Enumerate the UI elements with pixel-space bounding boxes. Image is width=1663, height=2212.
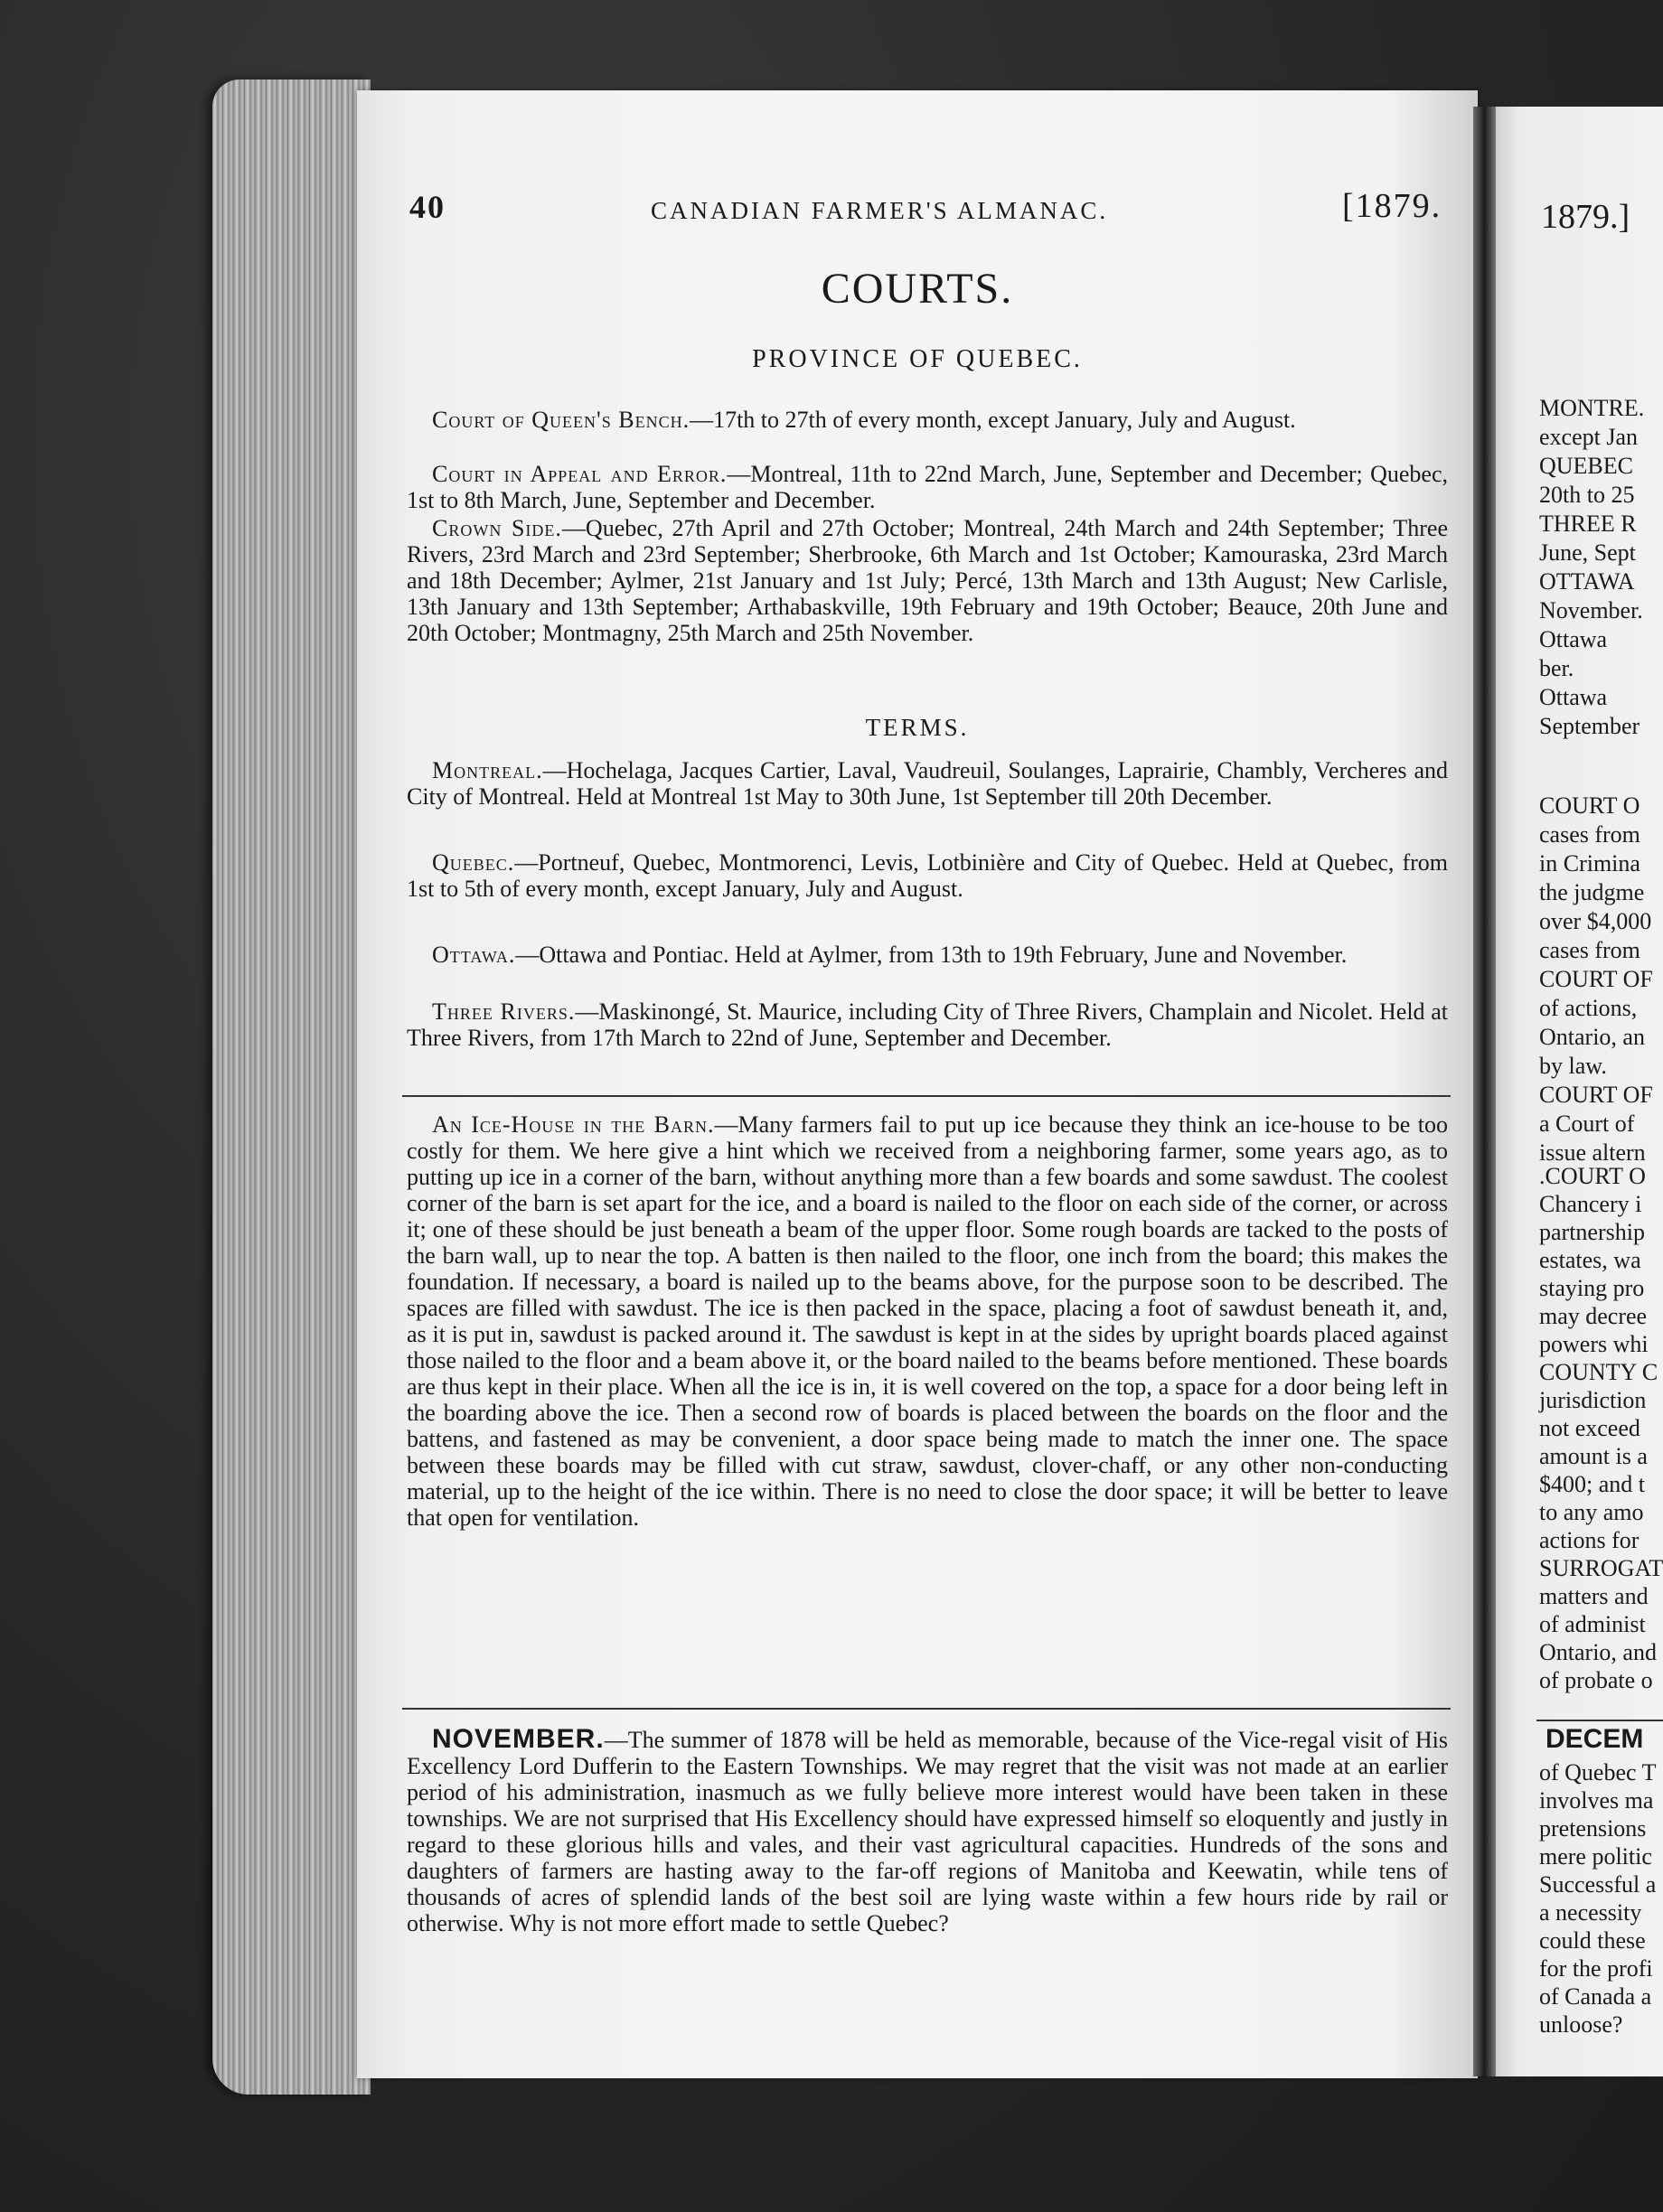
term-name: Three Rivers. <box>432 998 576 1025</box>
section-title-courts: COURTS. <box>821 265 1014 313</box>
right-page-line: partnership <box>1539 1219 1645 1245</box>
right-page-line: September <box>1539 713 1640 739</box>
right-page-line: matters and <box>1539 1583 1649 1609</box>
right-page-line: by law. <box>1539 1053 1607 1079</box>
right-page-line: MONTRE. <box>1539 395 1645 421</box>
book-gutter <box>1473 107 1496 2076</box>
december-line: mere politic <box>1539 1843 1652 1870</box>
right-page-line: to any amo <box>1539 1499 1644 1525</box>
term-name: Quebec. <box>432 849 515 876</box>
december-line: could these <box>1539 1927 1646 1954</box>
right-page-line: COUNTY C <box>1539 1359 1658 1385</box>
section-title-terms: TERMS. <box>865 714 970 741</box>
term-entry <box>407 998 1448 1051</box>
court-entry <box>407 407 1448 433</box>
right-page-line: a Court of <box>1539 1111 1635 1137</box>
december-line: for the profi <box>1539 1955 1653 1982</box>
right-page-line: SURROGAT <box>1539 1555 1663 1581</box>
right-page-line: Ottawa <box>1539 626 1608 652</box>
right-page-line: jurisdiction <box>1539 1387 1647 1413</box>
term-text: —Hochelaga, Jacques Cartier, Laval, Vaudreuil, Soulanges, Laprairie, Chambly, Vercheres and City of Montreal. Held at Montreal 1st May to 30th June, 1st September till 20th December. <box>407 757 1448 810</box>
ice-house-lead: An Ice-House in the Barn. <box>432 1111 715 1138</box>
december-line: pretensions <box>1539 1815 1647 1842</box>
right-page-line: of actions, <box>1539 995 1638 1021</box>
december-line: Successful a <box>1539 1871 1657 1898</box>
term-text: —Ottawa and Pontiac. Held at Aylmer, from 13th to 19th February, June and November. <box>515 942 1348 968</box>
section-subtitle-province: PROVINCE OF QUEBEC. <box>752 345 1083 373</box>
term-entry <box>407 849 1448 902</box>
december-line: of Canada a <box>1539 1983 1652 2010</box>
december-line: a necessity <box>1539 1899 1642 1926</box>
term-text: —Maskinongé, St. Maurice, including City of Three Rivers, Champlain and Nicolet. Held at Three Rivers, from 17th March to 22nd of June, September and December. <box>407 998 1448 1051</box>
december-line: of Quebec T <box>1539 1759 1657 1786</box>
running-year: [1879. <box>1342 187 1442 225</box>
right-page-line: may decree <box>1539 1303 1648 1329</box>
court-entry <box>407 515 1448 646</box>
term-entry <box>407 757 1448 810</box>
right-page-partial <box>1496 107 1663 2076</box>
court-entry <box>407 461 1448 513</box>
right-page-line: November. <box>1539 597 1643 623</box>
december-line: unloose? <box>1539 2011 1623 2038</box>
right-page-line: June, Sept <box>1539 539 1636 566</box>
section-divider <box>402 1708 1451 1710</box>
right-page-line: Ottawa <box>1539 684 1608 710</box>
right-page-line: of administ <box>1539 1611 1646 1637</box>
running-title: CANADIAN FARMER'S ALMANAC. <box>651 197 1109 224</box>
right-page-line: cases from <box>1539 937 1640 963</box>
right-page-line: 20th to 25 <box>1539 482 1635 508</box>
term-entry <box>407 942 1448 968</box>
right-page-line: Ontario, an <box>1539 1024 1645 1050</box>
right-page-line: cases from <box>1539 821 1640 848</box>
court-text: —17th to 27th of every month, except January, July and August. <box>690 407 1296 433</box>
right-running-year: 1879.] <box>1541 198 1630 236</box>
right-page-line: issue altern <box>1539 1139 1646 1166</box>
right-page-line: COURT OF <box>1539 966 1653 992</box>
right-page-line: estates, wa <box>1539 1247 1641 1273</box>
right-page-line: COURT OF <box>1539 1082 1653 1108</box>
right-page-line: Chancery i <box>1539 1191 1642 1217</box>
right-page-line: $400; and t <box>1539 1471 1645 1497</box>
term-name: Montreal. <box>432 757 543 783</box>
right-page-line: of probate o <box>1539 1667 1653 1693</box>
right-page-line: COURT O <box>1539 792 1640 819</box>
ice-house-article <box>407 1111 1448 1531</box>
court-text: —Montreal, 11th to 22nd March, June, September and December; Quebec, 1st to 8th March, June, September and December. <box>407 461 1448 513</box>
book-page-edges <box>212 80 371 2095</box>
right-page-line: not exceed <box>1539 1415 1640 1441</box>
december-line: involves ma <box>1539 1787 1654 1814</box>
court-name: Crown Side. <box>432 515 562 541</box>
right-page-line: actions for <box>1539 1527 1640 1553</box>
right-page-line: ber. <box>1539 655 1574 681</box>
right-page-line: QUEBEC <box>1539 453 1633 479</box>
right-page-line: in Crimina <box>1539 850 1640 876</box>
right-page-line: over $4,000 <box>1539 908 1652 934</box>
right-page-line: .COURT O <box>1539 1163 1646 1189</box>
court-name: Court of Queen's Bench. <box>432 407 691 433</box>
ice-house-text: —Many farmers fail to put up ice because they think an ice-house to be too costly for them. We here give a hint which we received from a neighboring farmer, some years ago, as to putting up ice in a corner of the barn, without anything more than a few boards and some sawdust. The coolest corner of the barn is set apart for the ice, and a board is nailed to the floor on each side of the corner, or across it; one of these should be just beneath a beam of the upper floor. Some rough boards are tacked to the posts of the barn wall, up to near the top. A batten is then nailed to the floor, one inch from the board; this makes the foundation. If necessary, a board is nailed up to the beams above, for the purpose soon to be described. The spaces are filled with sawdust. The ice is then packed in the space, placing a foot of sawdust beneath it, and, as it is put in, sawdust is packed around it. The sawdust is kept in at the sides by upright boards placed against those nailed to the floor and a beam above it, or the board nailed to the beams before mentioned. These boards are thus kept in their place. When all the ice is in, it is well covered on the top, a space for a door being left in the boarding above the ice. Then a second row of boards is placed between the boards on the floor and the battens, and fastened as may be convenient, a door space being made to match the inner one. The space between these boards may be filled with cut straw, sawdust, clover-chaff, or any other non-conducting material, up to the height of the ice within. There is no need to close the door space; it will be better to leave that open for ventilation. <box>407 1111 1448 1531</box>
section-divider <box>1536 1720 1663 1721</box>
section-divider <box>402 1095 1451 1097</box>
right-page-line: OTTAWA <box>1539 568 1635 595</box>
right-page-line: staying pro <box>1539 1275 1645 1301</box>
page-number: 40 <box>409 189 446 225</box>
term-text: —Portneuf, Quebec, Montmorenci, Levis, Lotbinière and City of Quebec. Held at Quebec, from 1st to 5th of every month, except January, July and August. <box>407 849 1448 902</box>
right-page-line: powers whi <box>1539 1331 1649 1357</box>
term-name: Ottawa. <box>432 942 516 968</box>
november-lead: NOVEMBER. <box>432 1724 605 1754</box>
court-text: —Quebec, 27th April and 27th October; Montreal, 24th March and 24th September; Three Rivers, 23rd March and 23rd September; Sherbrooke, 6th March and 1st October; Kamouraska, 23rd March and 18th December; Aylmer, 21st January and 1st July; Percé, 13th March and 13th August; New Carlisle, 13th January and 13th September; Arthabaskville, 19th February and 19th October; Beauce, 20th June and 20th October; Montmagny, 25th March and 25th November. <box>407 515 1448 646</box>
right-page-line: the judgme <box>1539 879 1645 905</box>
right-page-line: Ontario, and <box>1539 1639 1657 1665</box>
left-page <box>357 90 1478 2078</box>
right-page-line: THREE R <box>1539 511 1637 537</box>
november-text: —The summer of 1878 will be held as memorable, because of the Vice-regal visit of His Excellency Lord Dufferin to the Eastern Townships. We may regret that the visit was not made at an earlier period of his administration, inasmuch as we fully believe more interest would have been taken in these townships. We are not surprised that His Excellency should have expressed himself so eloquently and justly in regard to these glorious hills and vales, and their vast agricultural capacities. Hundreds of the sons and daughters of farmers are hasting away to the far-off regions of Manitoba and Keewatin, while tens of thousands of acres of splendid lands of the best soil are lying waste within a few hours ride by rail or otherwise. Why is not more effort made to settle Quebec? <box>407 1727 1448 1936</box>
december-heading: DECEM <box>1546 1724 1644 1754</box>
right-page-line: except Jan <box>1539 424 1639 450</box>
right-page-line: amount is a <box>1539 1443 1648 1469</box>
court-name: Court in Appeal and Error. <box>432 461 728 487</box>
november-article <box>407 1726 1448 1936</box>
